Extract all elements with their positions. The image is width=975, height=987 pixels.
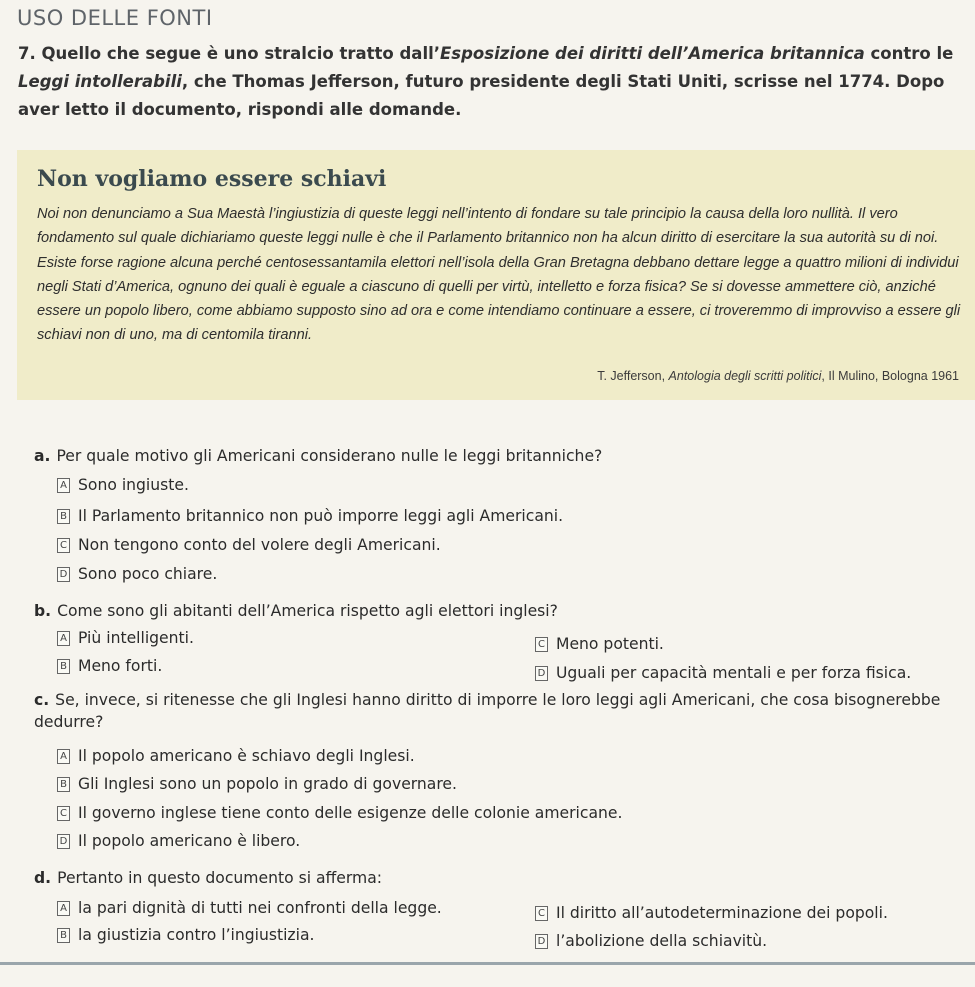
source-paragraph-1: Noi non denunciamo a Sua Maestà l’ingiustizia di queste leggi nell’intento di fondare su tale principio la causa della loro nullità. Il vero fondamento sul quale dichiariamo queste leggi nulle è che il Parlamento britannico non ha alcun diritto di esercitare la sua autorità su di noi. — [37, 206, 939, 247]
checkbox-C[interactable]: C — [57, 538, 70, 553]
checkbox-D[interactable]: D — [57, 834, 70, 849]
exercise-doc-title: Esposizione dei diritti dell’America britannica — [440, 44, 865, 63]
option-c-B[interactable] — [57, 773, 457, 795]
exercise-intro — [18, 40, 968, 124]
option-text: Meno forti. — [78, 657, 163, 675]
option-b-B[interactable] — [57, 655, 162, 677]
option-b-D[interactable] — [535, 662, 911, 684]
checkbox-D[interactable]: D — [535, 666, 548, 681]
question-c — [34, 689, 944, 733]
option-text: Il Parlamento britannico non può imporre leggi agli Americani. — [78, 507, 564, 525]
question-label: a. — [34, 447, 51, 465]
question-label: d. — [34, 869, 52, 887]
option-text: Sono ingiuste. — [78, 476, 189, 494]
checkbox-B[interactable]: B — [57, 777, 70, 792]
citation-publisher: , Il Mulino, Bologna 1961 — [821, 369, 959, 383]
question-label: c. — [34, 691, 50, 709]
option-a-B[interactable] — [57, 505, 563, 527]
option-text: la giustizia contro l’ingiustizia. — [78, 926, 315, 944]
checkbox-C[interactable]: C — [535, 906, 548, 921]
bottom-divider — [0, 962, 975, 965]
citation-work: Antologia degli scritti politici — [668, 369, 822, 383]
option-c-D[interactable] — [57, 830, 300, 852]
option-text: Più intelligenti. — [78, 629, 194, 647]
option-text: Meno potenti. — [556, 635, 664, 653]
option-d-A[interactable] — [57, 897, 442, 919]
option-text: Il popolo americano è schiavo degli Inglesi. — [78, 747, 415, 765]
exercise-text-1: Quello che segue è uno stralcio tratto dall’ — [41, 44, 441, 63]
option-text: Sono poco chiare. — [78, 565, 218, 583]
checkbox-C[interactable]: C — [57, 806, 70, 821]
source-citation — [597, 369, 959, 383]
option-a-A[interactable] — [57, 474, 189, 496]
option-text: Il diritto all’autodeterminazione dei popoli. — [556, 904, 888, 922]
section-title: USO DELLE FONTI — [17, 6, 213, 30]
checkbox-D[interactable]: D — [57, 567, 70, 582]
question-text: Come sono gli abitanti dell’America rispetto agli elettori inglesi? — [57, 602, 558, 620]
question-text: Se, invece, si ritenesse che gli Inglesi hanno diritto di imporre le loro leggi agli Americani, che cosa bisognerebbe dedurre? — [34, 691, 941, 731]
question-text: Pertanto in questo documento si afferma: — [57, 869, 383, 887]
question-b — [34, 600, 558, 622]
question-label: b. — [34, 602, 52, 620]
option-d-D[interactable] — [535, 930, 767, 952]
checkbox-A[interactable]: A — [57, 478, 70, 493]
question-a — [34, 445, 602, 467]
exercise-number: 7. — [18, 44, 36, 63]
option-c-C[interactable] — [57, 802, 622, 824]
citation-author: T. Jefferson, — [597, 369, 669, 383]
source-title: Non vogliamo essere schiavi — [37, 166, 387, 192]
option-b-A[interactable] — [57, 627, 194, 649]
option-text: Il governo inglese tiene conto delle esigenze delle colonie americane. — [78, 804, 623, 822]
option-d-C[interactable] — [535, 902, 888, 924]
option-d-B[interactable] — [57, 924, 314, 946]
checkbox-B[interactable]: B — [57, 509, 70, 524]
exercise-text-2: contro le — [864, 44, 954, 63]
question-text: Per quale motivo gli Americani considerano nulle le leggi britanniche? — [56, 447, 603, 465]
option-text: la pari dignità di tutti nei confronti della legge. — [78, 899, 442, 917]
option-text: Non tengono conto del volere degli Americani. — [78, 536, 441, 554]
question-d — [34, 867, 382, 889]
source-paragraph-2: Esiste forse ragione alcuna perché centosessantamila elettori nell’isola della Gran Bretagna debbano dettare legge a quattro milioni di individui negli Stati d’America, ognuno dei quali è eguale a ciascuno di quelli per virtù, intelletto e forza fisica? Se si dovesse ammettere ciò, anziché essere un popolo libero, come abbiamo supposto sino ad ora e come intendiamo continuare a essere, ci troveremmo di improvviso a essere gli schiavi non di uno, ma di centomila tiranni. — [37, 254, 961, 344]
checkbox-A[interactable]: A — [57, 901, 70, 916]
option-text: l’abolizione della schiavitù. — [556, 932, 768, 950]
checkbox-A[interactable]: A — [57, 749, 70, 764]
option-text: Il popolo americano è libero. — [78, 832, 301, 850]
source-text — [37, 202, 965, 348]
exercise-text-3: , che Thomas Jefferson, futuro presidente degli Stati Uniti, scrisse nel 1774. Dopo aver letto il documento, rispondi alle domande. — [18, 72, 945, 119]
option-b-C[interactable] — [535, 633, 664, 655]
checkbox-C[interactable]: C — [535, 637, 548, 652]
checkbox-D[interactable]: D — [535, 934, 548, 949]
option-text: Uguali per capacità mentali e per forza fisica. — [556, 664, 912, 682]
exercise-leggi-title: Leggi intollerabili — [18, 72, 182, 91]
checkbox-B[interactable]: B — [57, 928, 70, 943]
option-a-D[interactable] — [57, 563, 217, 585]
checkbox-A[interactable]: A — [57, 631, 70, 646]
option-text: Gli Inglesi sono un popolo in grado di governare. — [78, 775, 457, 793]
checkbox-B[interactable]: B — [57, 659, 70, 674]
option-a-C[interactable] — [57, 534, 441, 556]
option-c-A[interactable] — [57, 745, 415, 767]
